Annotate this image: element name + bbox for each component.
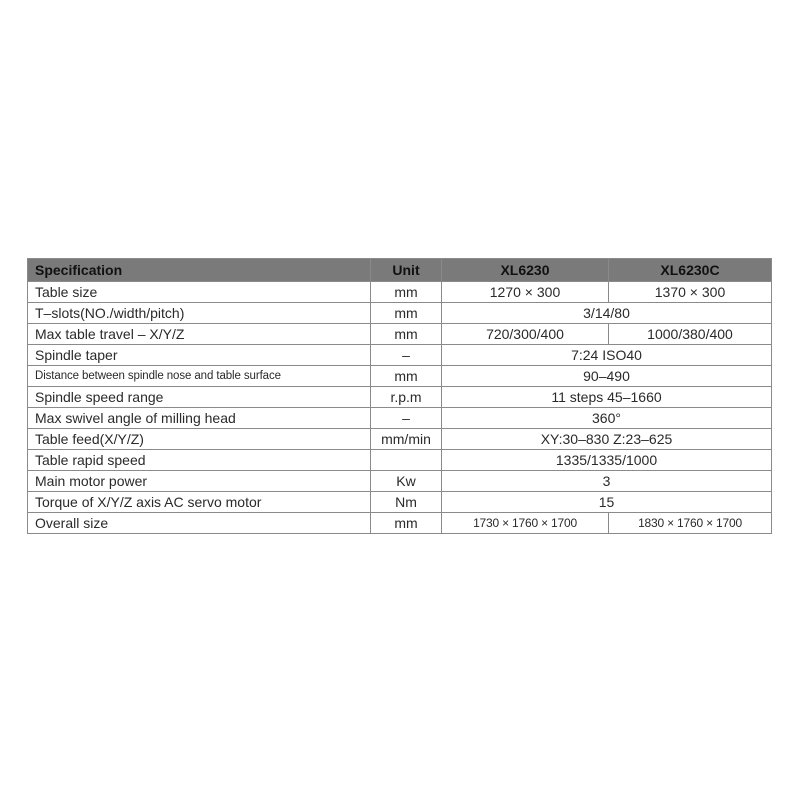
table-row xyxy=(28,324,772,345)
row-unit: mm xyxy=(371,303,442,324)
row-label: T–slots(NO./width/pitch) xyxy=(28,303,371,324)
value-shared: 3 xyxy=(442,471,772,492)
row-label: Spindle speed range xyxy=(28,387,371,408)
value-shared: 7:24 ISO40 xyxy=(442,345,772,366)
row-label: Table size xyxy=(28,282,371,303)
value-shared: XY:30–830 Z:23–625 xyxy=(442,429,772,450)
value-xl6230c: 1370 × 300 xyxy=(609,282,772,303)
table-row xyxy=(28,513,772,534)
row-unit: r.p.m xyxy=(371,387,442,408)
value-shared: 11 steps 45–1660 xyxy=(442,387,772,408)
header-model-xl6230: XL6230 xyxy=(442,259,609,282)
table-header-row xyxy=(28,259,772,282)
row-unit: mm xyxy=(371,366,442,387)
value-xl6230: 1270 × 300 xyxy=(442,282,609,303)
table-row xyxy=(28,345,772,366)
row-unit: mm xyxy=(371,282,442,303)
header-specification: Specification xyxy=(28,259,371,282)
value-shared: 15 xyxy=(442,492,772,513)
table-row xyxy=(28,366,772,387)
row-unit: mm xyxy=(371,324,442,345)
value-xl6230c: 1000/380/400 xyxy=(609,324,772,345)
table-row xyxy=(28,429,772,450)
value-shared: 360° xyxy=(442,408,772,429)
table-row xyxy=(28,387,772,408)
table-row xyxy=(28,303,772,324)
row-unit: – xyxy=(371,345,442,366)
row-unit: – xyxy=(371,408,442,429)
value-shared: 90–490 xyxy=(442,366,772,387)
row-unit: mm xyxy=(371,513,442,534)
value-shared: 1335/1335/1000 xyxy=(442,450,772,471)
table-row xyxy=(28,471,772,492)
row-unit: Nm xyxy=(371,492,442,513)
value-xl6230c: 1830 × 1760 × 1700 xyxy=(609,513,772,534)
value-xl6230: 1730 × 1760 × 1700 xyxy=(442,513,609,534)
row-label: Overall size xyxy=(28,513,371,534)
value-shared: 3/14/80 xyxy=(442,303,772,324)
row-label: Max swivel angle of milling head xyxy=(28,408,371,429)
row-label: Torque of X/Y/Z axis AC servo motor xyxy=(28,492,371,513)
row-label: Max table travel – X/Y/Z xyxy=(28,324,371,345)
row-label: Table rapid speed xyxy=(28,450,371,471)
row-label: Main motor power xyxy=(28,471,371,492)
table-row xyxy=(28,282,772,303)
row-label: Distance between spindle nose and table surface xyxy=(28,366,371,387)
row-label: Table feed(X/Y/Z) xyxy=(28,429,371,450)
row-unit xyxy=(371,450,442,471)
row-unit: mm/min xyxy=(371,429,442,450)
table-row xyxy=(28,408,772,429)
header-unit: Unit xyxy=(371,259,442,282)
value-xl6230: 720/300/400 xyxy=(442,324,609,345)
row-unit: Kw xyxy=(371,471,442,492)
specification-table xyxy=(27,258,772,534)
table-row xyxy=(28,450,772,471)
header-model-xl6230c: XL6230C xyxy=(609,259,772,282)
table-row xyxy=(28,492,772,513)
row-label: Spindle taper xyxy=(28,345,371,366)
